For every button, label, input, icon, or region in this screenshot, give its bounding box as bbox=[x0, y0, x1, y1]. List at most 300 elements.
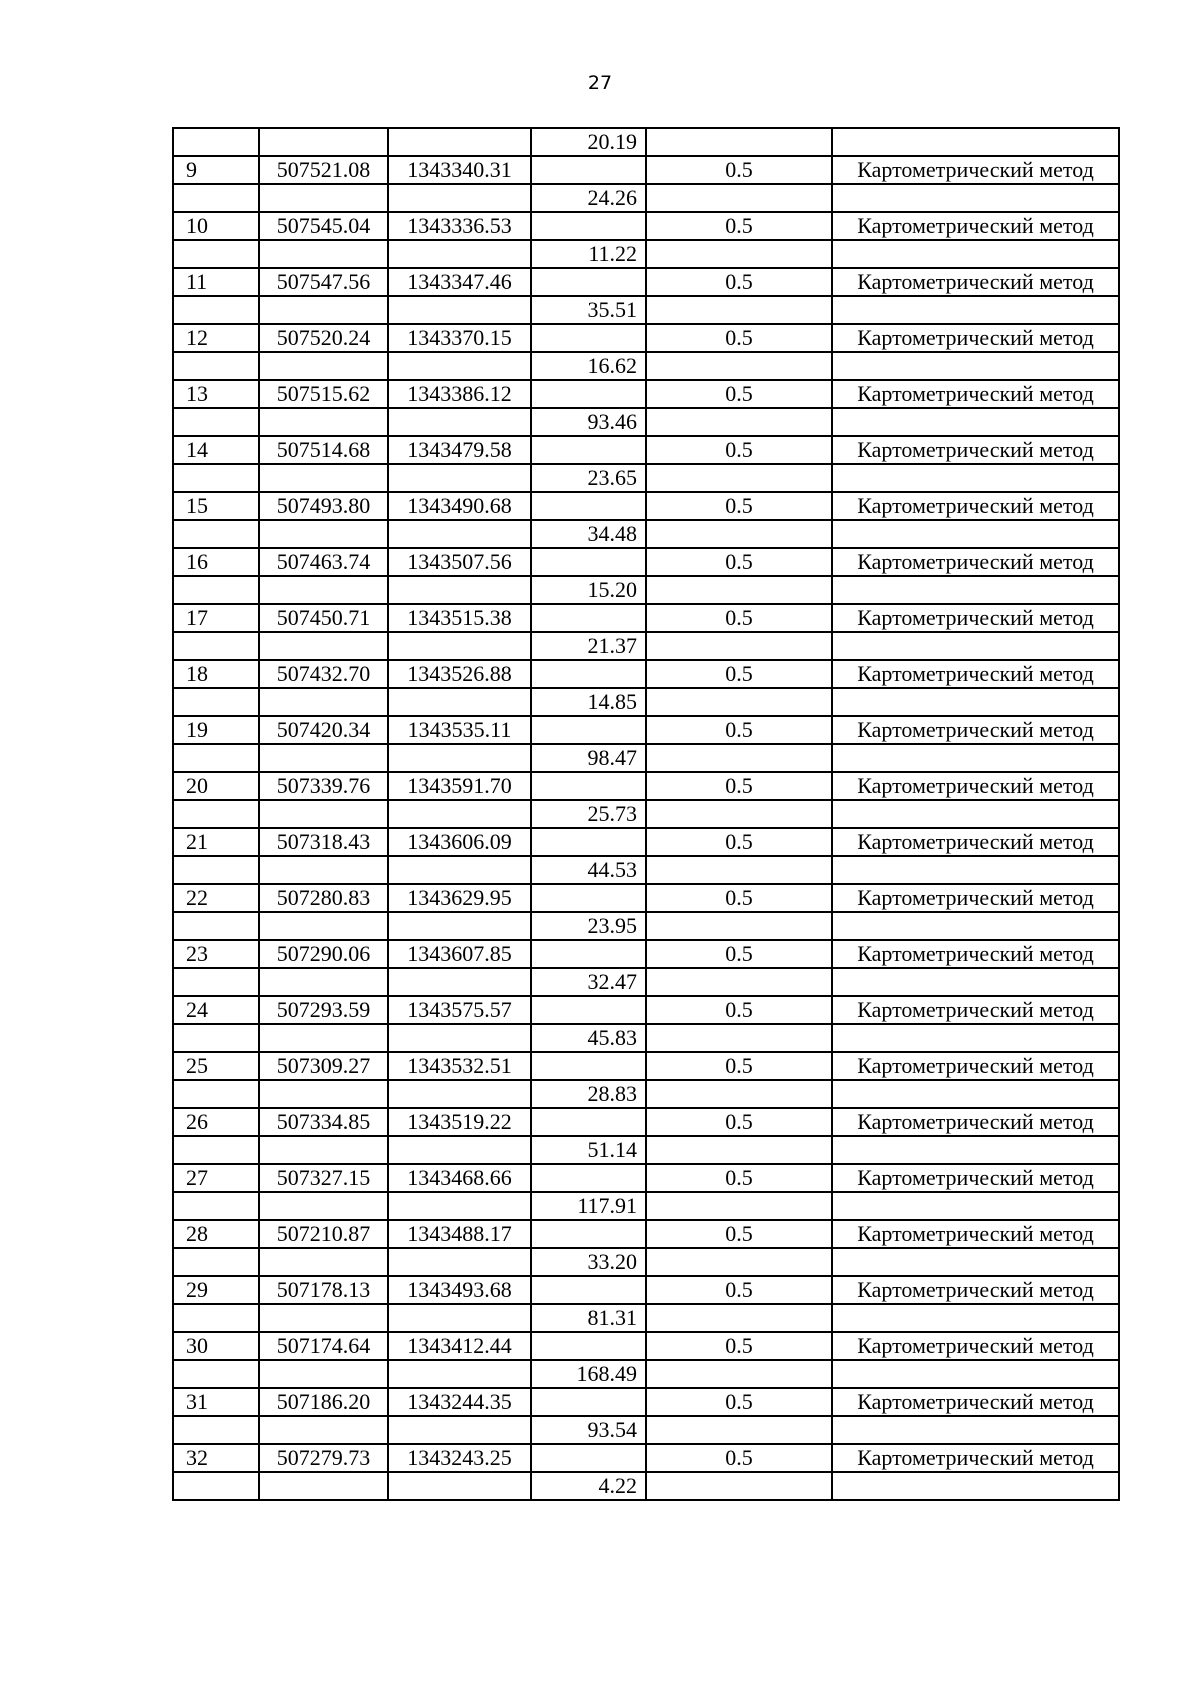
distance-cell: 14.85 bbox=[531, 688, 646, 716]
point-number-cell: 28 bbox=[173, 1220, 259, 1248]
accuracy-cell: 0.5 bbox=[646, 996, 832, 1024]
method-cell: Картометрический метод bbox=[832, 324, 1119, 352]
method-cell: Картометрический метод bbox=[832, 604, 1119, 632]
x-coordinate-cell: 507279.73 bbox=[259, 1444, 388, 1472]
distance-cell bbox=[531, 436, 646, 464]
point-number-cell: 26 bbox=[173, 1108, 259, 1136]
method-cell bbox=[832, 632, 1119, 660]
accuracy-cell bbox=[646, 1472, 832, 1500]
distance-cell: 45.83 bbox=[531, 1024, 646, 1052]
segment-row bbox=[173, 688, 1119, 716]
accuracy-cell: 0.5 bbox=[646, 604, 832, 632]
method-cell: Картометрический метод bbox=[832, 1444, 1119, 1472]
point-number-cell: 10 bbox=[173, 212, 259, 240]
point-row bbox=[173, 1220, 1119, 1248]
accuracy-cell: 0.5 bbox=[646, 1108, 832, 1136]
point-number-cell bbox=[173, 576, 259, 604]
point-row bbox=[173, 492, 1119, 520]
method-cell: Картометрический метод bbox=[832, 436, 1119, 464]
accuracy-cell bbox=[646, 1192, 832, 1220]
coordinates-table bbox=[172, 127, 1120, 1501]
segment-row bbox=[173, 184, 1119, 212]
point-number-cell: 19 bbox=[173, 716, 259, 744]
y-coordinate-cell bbox=[388, 912, 531, 940]
distance-cell bbox=[531, 1108, 646, 1136]
y-coordinate-cell: 1343479.58 bbox=[388, 436, 531, 464]
distance-cell: 44.53 bbox=[531, 856, 646, 884]
distance-cell: 15.20 bbox=[531, 576, 646, 604]
point-row bbox=[173, 940, 1119, 968]
accuracy-cell: 0.5 bbox=[646, 212, 832, 240]
point-number-cell bbox=[173, 1360, 259, 1388]
y-coordinate-cell bbox=[388, 744, 531, 772]
y-coordinate-cell: 1343347.46 bbox=[388, 268, 531, 296]
accuracy-cell bbox=[646, 1416, 832, 1444]
distance-cell bbox=[531, 268, 646, 296]
accuracy-cell: 0.5 bbox=[646, 436, 832, 464]
segment-row bbox=[173, 128, 1119, 156]
distance-cell bbox=[531, 1164, 646, 1192]
accuracy-cell bbox=[646, 184, 832, 212]
point-row bbox=[173, 268, 1119, 296]
point-row bbox=[173, 828, 1119, 856]
method-cell bbox=[832, 912, 1119, 940]
segment-row bbox=[173, 632, 1119, 660]
distance-cell bbox=[531, 716, 646, 744]
method-cell: Картометрический метод bbox=[832, 1052, 1119, 1080]
y-coordinate-cell: 1343340.31 bbox=[388, 156, 531, 184]
x-coordinate-cell bbox=[259, 520, 388, 548]
point-number-cell: 16 bbox=[173, 548, 259, 576]
y-coordinate-cell: 1343606.09 bbox=[388, 828, 531, 856]
y-coordinate-cell: 1343591.70 bbox=[388, 772, 531, 800]
y-coordinate-cell: 1343526.88 bbox=[388, 660, 531, 688]
segment-row bbox=[173, 856, 1119, 884]
y-coordinate-cell: 1343515.38 bbox=[388, 604, 531, 632]
accuracy-cell bbox=[646, 128, 832, 156]
y-coordinate-cell bbox=[388, 632, 531, 660]
accuracy-cell bbox=[646, 744, 832, 772]
distance-cell: 32.47 bbox=[531, 968, 646, 996]
point-number-cell: 12 bbox=[173, 324, 259, 352]
y-coordinate-cell bbox=[388, 184, 531, 212]
y-coordinate-cell: 1343244.35 bbox=[388, 1388, 531, 1416]
x-coordinate-cell: 507309.27 bbox=[259, 1052, 388, 1080]
distance-cell: 4.22 bbox=[531, 1472, 646, 1500]
method-cell bbox=[832, 352, 1119, 380]
point-number-cell bbox=[173, 408, 259, 436]
method-cell: Картометрический метод bbox=[832, 772, 1119, 800]
point-number-cell: 23 bbox=[173, 940, 259, 968]
x-coordinate-cell bbox=[259, 1304, 388, 1332]
accuracy-cell: 0.5 bbox=[646, 1220, 832, 1248]
point-number-cell: 14 bbox=[173, 436, 259, 464]
point-number-cell bbox=[173, 240, 259, 268]
y-coordinate-cell bbox=[388, 688, 531, 716]
x-coordinate-cell bbox=[259, 464, 388, 492]
point-number-cell bbox=[173, 1248, 259, 1276]
accuracy-cell: 0.5 bbox=[646, 268, 832, 296]
point-number-cell bbox=[173, 1472, 259, 1500]
point-row bbox=[173, 996, 1119, 1024]
y-coordinate-cell: 1343629.95 bbox=[388, 884, 531, 912]
point-number-cell: 29 bbox=[173, 1276, 259, 1304]
distance-cell bbox=[531, 660, 646, 688]
x-coordinate-cell bbox=[259, 240, 388, 268]
distance-cell bbox=[531, 492, 646, 520]
method-cell: Картометрический метод bbox=[832, 1276, 1119, 1304]
segment-row bbox=[173, 1416, 1119, 1444]
point-number-cell: 25 bbox=[173, 1052, 259, 1080]
accuracy-cell bbox=[646, 520, 832, 548]
segment-row bbox=[173, 464, 1119, 492]
segment-row bbox=[173, 744, 1119, 772]
x-coordinate-cell: 507547.56 bbox=[259, 268, 388, 296]
x-coordinate-cell: 507514.68 bbox=[259, 436, 388, 464]
y-coordinate-cell: 1343507.56 bbox=[388, 548, 531, 576]
distance-cell: 16.62 bbox=[531, 352, 646, 380]
method-cell bbox=[832, 1472, 1119, 1500]
method-cell bbox=[832, 1248, 1119, 1276]
point-row bbox=[173, 772, 1119, 800]
distance-cell: 33.20 bbox=[531, 1248, 646, 1276]
method-cell bbox=[832, 408, 1119, 436]
accuracy-cell bbox=[646, 1304, 832, 1332]
point-number-cell bbox=[173, 1024, 259, 1052]
point-number-cell: 30 bbox=[173, 1332, 259, 1360]
point-row bbox=[173, 1332, 1119, 1360]
point-number-cell bbox=[173, 464, 259, 492]
method-cell: Картометрический метод bbox=[832, 660, 1119, 688]
method-cell bbox=[832, 1304, 1119, 1332]
point-number-cell: 15 bbox=[173, 492, 259, 520]
point-number-cell bbox=[173, 912, 259, 940]
method-cell: Картометрический метод bbox=[832, 380, 1119, 408]
point-number-cell bbox=[173, 968, 259, 996]
point-row bbox=[173, 548, 1119, 576]
x-coordinate-cell: 507290.06 bbox=[259, 940, 388, 968]
method-cell bbox=[832, 1192, 1119, 1220]
point-number-cell: 18 bbox=[173, 660, 259, 688]
method-cell bbox=[832, 856, 1119, 884]
x-coordinate-cell: 507210.87 bbox=[259, 1220, 388, 1248]
y-coordinate-cell: 1343575.57 bbox=[388, 996, 531, 1024]
y-coordinate-cell bbox=[388, 296, 531, 324]
accuracy-cell bbox=[646, 1360, 832, 1388]
y-coordinate-cell bbox=[388, 856, 531, 884]
distance-cell bbox=[531, 1276, 646, 1304]
distance-cell: 81.31 bbox=[531, 1304, 646, 1332]
x-coordinate-cell: 507339.76 bbox=[259, 772, 388, 800]
point-number-cell: 20 bbox=[173, 772, 259, 800]
y-coordinate-cell bbox=[388, 1192, 531, 1220]
x-coordinate-cell bbox=[259, 1472, 388, 1500]
y-coordinate-cell bbox=[388, 1024, 531, 1052]
distance-cell bbox=[531, 548, 646, 576]
distance-cell: 21.37 bbox=[531, 632, 646, 660]
distance-cell bbox=[531, 1444, 646, 1472]
point-row bbox=[173, 1108, 1119, 1136]
accuracy-cell: 0.5 bbox=[646, 1276, 832, 1304]
x-coordinate-cell bbox=[259, 352, 388, 380]
point-number-cell: 32 bbox=[173, 1444, 259, 1472]
method-cell: Картометрический метод bbox=[832, 1164, 1119, 1192]
x-coordinate-cell: 507318.43 bbox=[259, 828, 388, 856]
point-row bbox=[173, 156, 1119, 184]
method-cell: Картометрический метод bbox=[832, 268, 1119, 296]
accuracy-cell: 0.5 bbox=[646, 1332, 832, 1360]
accuracy-cell: 0.5 bbox=[646, 380, 832, 408]
x-coordinate-cell: 507293.59 bbox=[259, 996, 388, 1024]
method-cell: Картометрический метод bbox=[832, 492, 1119, 520]
x-coordinate-cell bbox=[259, 632, 388, 660]
method-cell bbox=[832, 128, 1119, 156]
accuracy-cell bbox=[646, 1136, 832, 1164]
point-row bbox=[173, 660, 1119, 688]
accuracy-cell bbox=[646, 576, 832, 604]
segment-row bbox=[173, 1248, 1119, 1276]
distance-cell bbox=[531, 1220, 646, 1248]
x-coordinate-cell: 507520.24 bbox=[259, 324, 388, 352]
x-coordinate-cell: 507515.62 bbox=[259, 380, 388, 408]
distance-cell bbox=[531, 884, 646, 912]
accuracy-cell bbox=[646, 240, 832, 268]
x-coordinate-cell bbox=[259, 1360, 388, 1388]
distance-cell: 24.26 bbox=[531, 184, 646, 212]
accuracy-cell: 0.5 bbox=[646, 940, 832, 968]
method-cell bbox=[832, 800, 1119, 828]
accuracy-cell: 0.5 bbox=[646, 1164, 832, 1192]
accuracy-cell: 0.5 bbox=[646, 660, 832, 688]
distance-cell: 20.19 bbox=[531, 128, 646, 156]
distance-cell: 93.54 bbox=[531, 1416, 646, 1444]
segment-row bbox=[173, 968, 1119, 996]
x-coordinate-cell: 507280.83 bbox=[259, 884, 388, 912]
accuracy-cell bbox=[646, 856, 832, 884]
y-coordinate-cell: 1343386.12 bbox=[388, 380, 531, 408]
point-number-cell bbox=[173, 1304, 259, 1332]
distance-cell bbox=[531, 1052, 646, 1080]
x-coordinate-cell bbox=[259, 1248, 388, 1276]
segment-row bbox=[173, 408, 1119, 436]
x-coordinate-cell bbox=[259, 1136, 388, 1164]
y-coordinate-cell bbox=[388, 576, 531, 604]
y-coordinate-cell: 1343519.22 bbox=[388, 1108, 531, 1136]
distance-cell: 23.95 bbox=[531, 912, 646, 940]
x-coordinate-cell: 507334.85 bbox=[259, 1108, 388, 1136]
point-number-cell bbox=[173, 296, 259, 324]
method-cell: Картометрический метод bbox=[832, 548, 1119, 576]
y-coordinate-cell bbox=[388, 520, 531, 548]
accuracy-cell bbox=[646, 1248, 832, 1276]
y-coordinate-cell bbox=[388, 800, 531, 828]
point-number-cell: 13 bbox=[173, 380, 259, 408]
method-cell bbox=[832, 1360, 1119, 1388]
segment-row bbox=[173, 352, 1119, 380]
point-row bbox=[173, 1444, 1119, 1472]
accuracy-cell: 0.5 bbox=[646, 492, 832, 520]
distance-cell bbox=[531, 212, 646, 240]
accuracy-cell: 0.5 bbox=[646, 1444, 832, 1472]
point-number-cell bbox=[173, 632, 259, 660]
distance-cell bbox=[531, 380, 646, 408]
y-coordinate-cell: 1343243.25 bbox=[388, 1444, 531, 1472]
y-coordinate-cell: 1343370.15 bbox=[388, 324, 531, 352]
distance-cell bbox=[531, 940, 646, 968]
accuracy-cell: 0.5 bbox=[646, 1388, 832, 1416]
y-coordinate-cell bbox=[388, 240, 531, 268]
accuracy-cell bbox=[646, 800, 832, 828]
distance-cell bbox=[531, 828, 646, 856]
method-cell bbox=[832, 240, 1119, 268]
accuracy-cell bbox=[646, 408, 832, 436]
y-coordinate-cell bbox=[388, 1360, 531, 1388]
y-coordinate-cell bbox=[388, 968, 531, 996]
y-coordinate-cell: 1343468.66 bbox=[388, 1164, 531, 1192]
accuracy-cell bbox=[646, 968, 832, 996]
y-coordinate-cell: 1343493.68 bbox=[388, 1276, 531, 1304]
accuracy-cell: 0.5 bbox=[646, 324, 832, 352]
x-coordinate-cell bbox=[259, 576, 388, 604]
y-coordinate-cell bbox=[388, 352, 531, 380]
y-coordinate-cell: 1343412.44 bbox=[388, 1332, 531, 1360]
segment-row bbox=[173, 800, 1119, 828]
method-cell bbox=[832, 744, 1119, 772]
x-coordinate-cell: 507545.04 bbox=[259, 212, 388, 240]
y-coordinate-cell: 1343490.68 bbox=[388, 492, 531, 520]
point-row bbox=[173, 884, 1119, 912]
point-number-cell: 9 bbox=[173, 156, 259, 184]
distance-cell: 168.49 bbox=[531, 1360, 646, 1388]
distance-cell: 34.48 bbox=[531, 520, 646, 548]
method-cell bbox=[832, 1416, 1119, 1444]
segment-row bbox=[173, 1304, 1119, 1332]
point-number-cell: 11 bbox=[173, 268, 259, 296]
accuracy-cell: 0.5 bbox=[646, 1052, 832, 1080]
method-cell bbox=[832, 688, 1119, 716]
table-body bbox=[173, 128, 1119, 1500]
x-coordinate-cell bbox=[259, 744, 388, 772]
point-number-cell bbox=[173, 1192, 259, 1220]
segment-row bbox=[173, 520, 1119, 548]
x-coordinate-cell bbox=[259, 1192, 388, 1220]
distance-cell bbox=[531, 996, 646, 1024]
point-number-cell: 24 bbox=[173, 996, 259, 1024]
accuracy-cell: 0.5 bbox=[646, 828, 832, 856]
segment-row bbox=[173, 1136, 1119, 1164]
y-coordinate-cell bbox=[388, 1248, 531, 1276]
y-coordinate-cell bbox=[388, 1080, 531, 1108]
point-number-cell bbox=[173, 1080, 259, 1108]
point-number-cell bbox=[173, 744, 259, 772]
x-coordinate-cell: 507186.20 bbox=[259, 1388, 388, 1416]
accuracy-cell bbox=[646, 912, 832, 940]
method-cell: Картометрический метод bbox=[832, 716, 1119, 744]
y-coordinate-cell: 1343336.53 bbox=[388, 212, 531, 240]
x-coordinate-cell: 507493.80 bbox=[259, 492, 388, 520]
point-row bbox=[173, 604, 1119, 632]
accuracy-cell bbox=[646, 296, 832, 324]
x-coordinate-cell: 507432.70 bbox=[259, 660, 388, 688]
distance-cell: 117.91 bbox=[531, 1192, 646, 1220]
x-coordinate-cell bbox=[259, 1080, 388, 1108]
y-coordinate-cell bbox=[388, 1416, 531, 1444]
x-coordinate-cell: 507420.34 bbox=[259, 716, 388, 744]
y-coordinate-cell bbox=[388, 408, 531, 436]
method-cell: Картометрический метод bbox=[832, 1220, 1119, 1248]
point-number-cell: 17 bbox=[173, 604, 259, 632]
method-cell bbox=[832, 576, 1119, 604]
point-number-cell bbox=[173, 800, 259, 828]
method-cell: Картометрический метод bbox=[832, 1108, 1119, 1136]
x-coordinate-cell bbox=[259, 968, 388, 996]
accuracy-cell: 0.5 bbox=[646, 156, 832, 184]
distance-cell: 51.14 bbox=[531, 1136, 646, 1164]
method-cell bbox=[832, 520, 1119, 548]
segment-row bbox=[173, 912, 1119, 940]
x-coordinate-cell bbox=[259, 184, 388, 212]
y-coordinate-cell bbox=[388, 1136, 531, 1164]
page-number: 27 bbox=[587, 72, 613, 94]
method-cell: Картометрический метод bbox=[832, 828, 1119, 856]
point-number-cell: 21 bbox=[173, 828, 259, 856]
x-coordinate-cell: 507178.13 bbox=[259, 1276, 388, 1304]
accuracy-cell: 0.5 bbox=[646, 716, 832, 744]
segment-row bbox=[173, 296, 1119, 324]
segment-row bbox=[173, 1192, 1119, 1220]
point-number-cell bbox=[173, 1136, 259, 1164]
method-cell: Картометрический метод bbox=[832, 996, 1119, 1024]
x-coordinate-cell bbox=[259, 856, 388, 884]
y-coordinate-cell: 1343535.11 bbox=[388, 716, 531, 744]
point-number-cell: 31 bbox=[173, 1388, 259, 1416]
method-cell bbox=[832, 1136, 1119, 1164]
distance-cell bbox=[531, 1332, 646, 1360]
accuracy-cell bbox=[646, 464, 832, 492]
point-number-cell bbox=[173, 184, 259, 212]
accuracy-cell: 0.5 bbox=[646, 548, 832, 576]
method-cell bbox=[832, 184, 1119, 212]
x-coordinate-cell bbox=[259, 128, 388, 156]
y-coordinate-cell bbox=[388, 128, 531, 156]
segment-row bbox=[173, 576, 1119, 604]
distance-cell: 28.83 bbox=[531, 1080, 646, 1108]
point-number-cell: 27 bbox=[173, 1164, 259, 1192]
y-coordinate-cell: 1343607.85 bbox=[388, 940, 531, 968]
method-cell: Картометрический метод bbox=[832, 1388, 1119, 1416]
point-number-cell bbox=[173, 856, 259, 884]
method-cell bbox=[832, 464, 1119, 492]
point-row bbox=[173, 380, 1119, 408]
x-coordinate-cell bbox=[259, 912, 388, 940]
segment-row bbox=[173, 1080, 1119, 1108]
method-cell: Картометрический метод bbox=[832, 940, 1119, 968]
y-coordinate-cell bbox=[388, 464, 531, 492]
distance-cell: 25.73 bbox=[531, 800, 646, 828]
distance-cell bbox=[531, 324, 646, 352]
point-row bbox=[173, 1164, 1119, 1192]
x-coordinate-cell bbox=[259, 1024, 388, 1052]
point-row bbox=[173, 1388, 1119, 1416]
x-coordinate-cell: 507174.64 bbox=[259, 1332, 388, 1360]
distance-cell: 93.46 bbox=[531, 408, 646, 436]
method-cell: Картометрический метод bbox=[832, 1332, 1119, 1360]
point-row bbox=[173, 1276, 1119, 1304]
x-coordinate-cell bbox=[259, 408, 388, 436]
y-coordinate-cell bbox=[388, 1472, 531, 1500]
x-coordinate-cell: 507463.74 bbox=[259, 548, 388, 576]
y-coordinate-cell bbox=[388, 1304, 531, 1332]
